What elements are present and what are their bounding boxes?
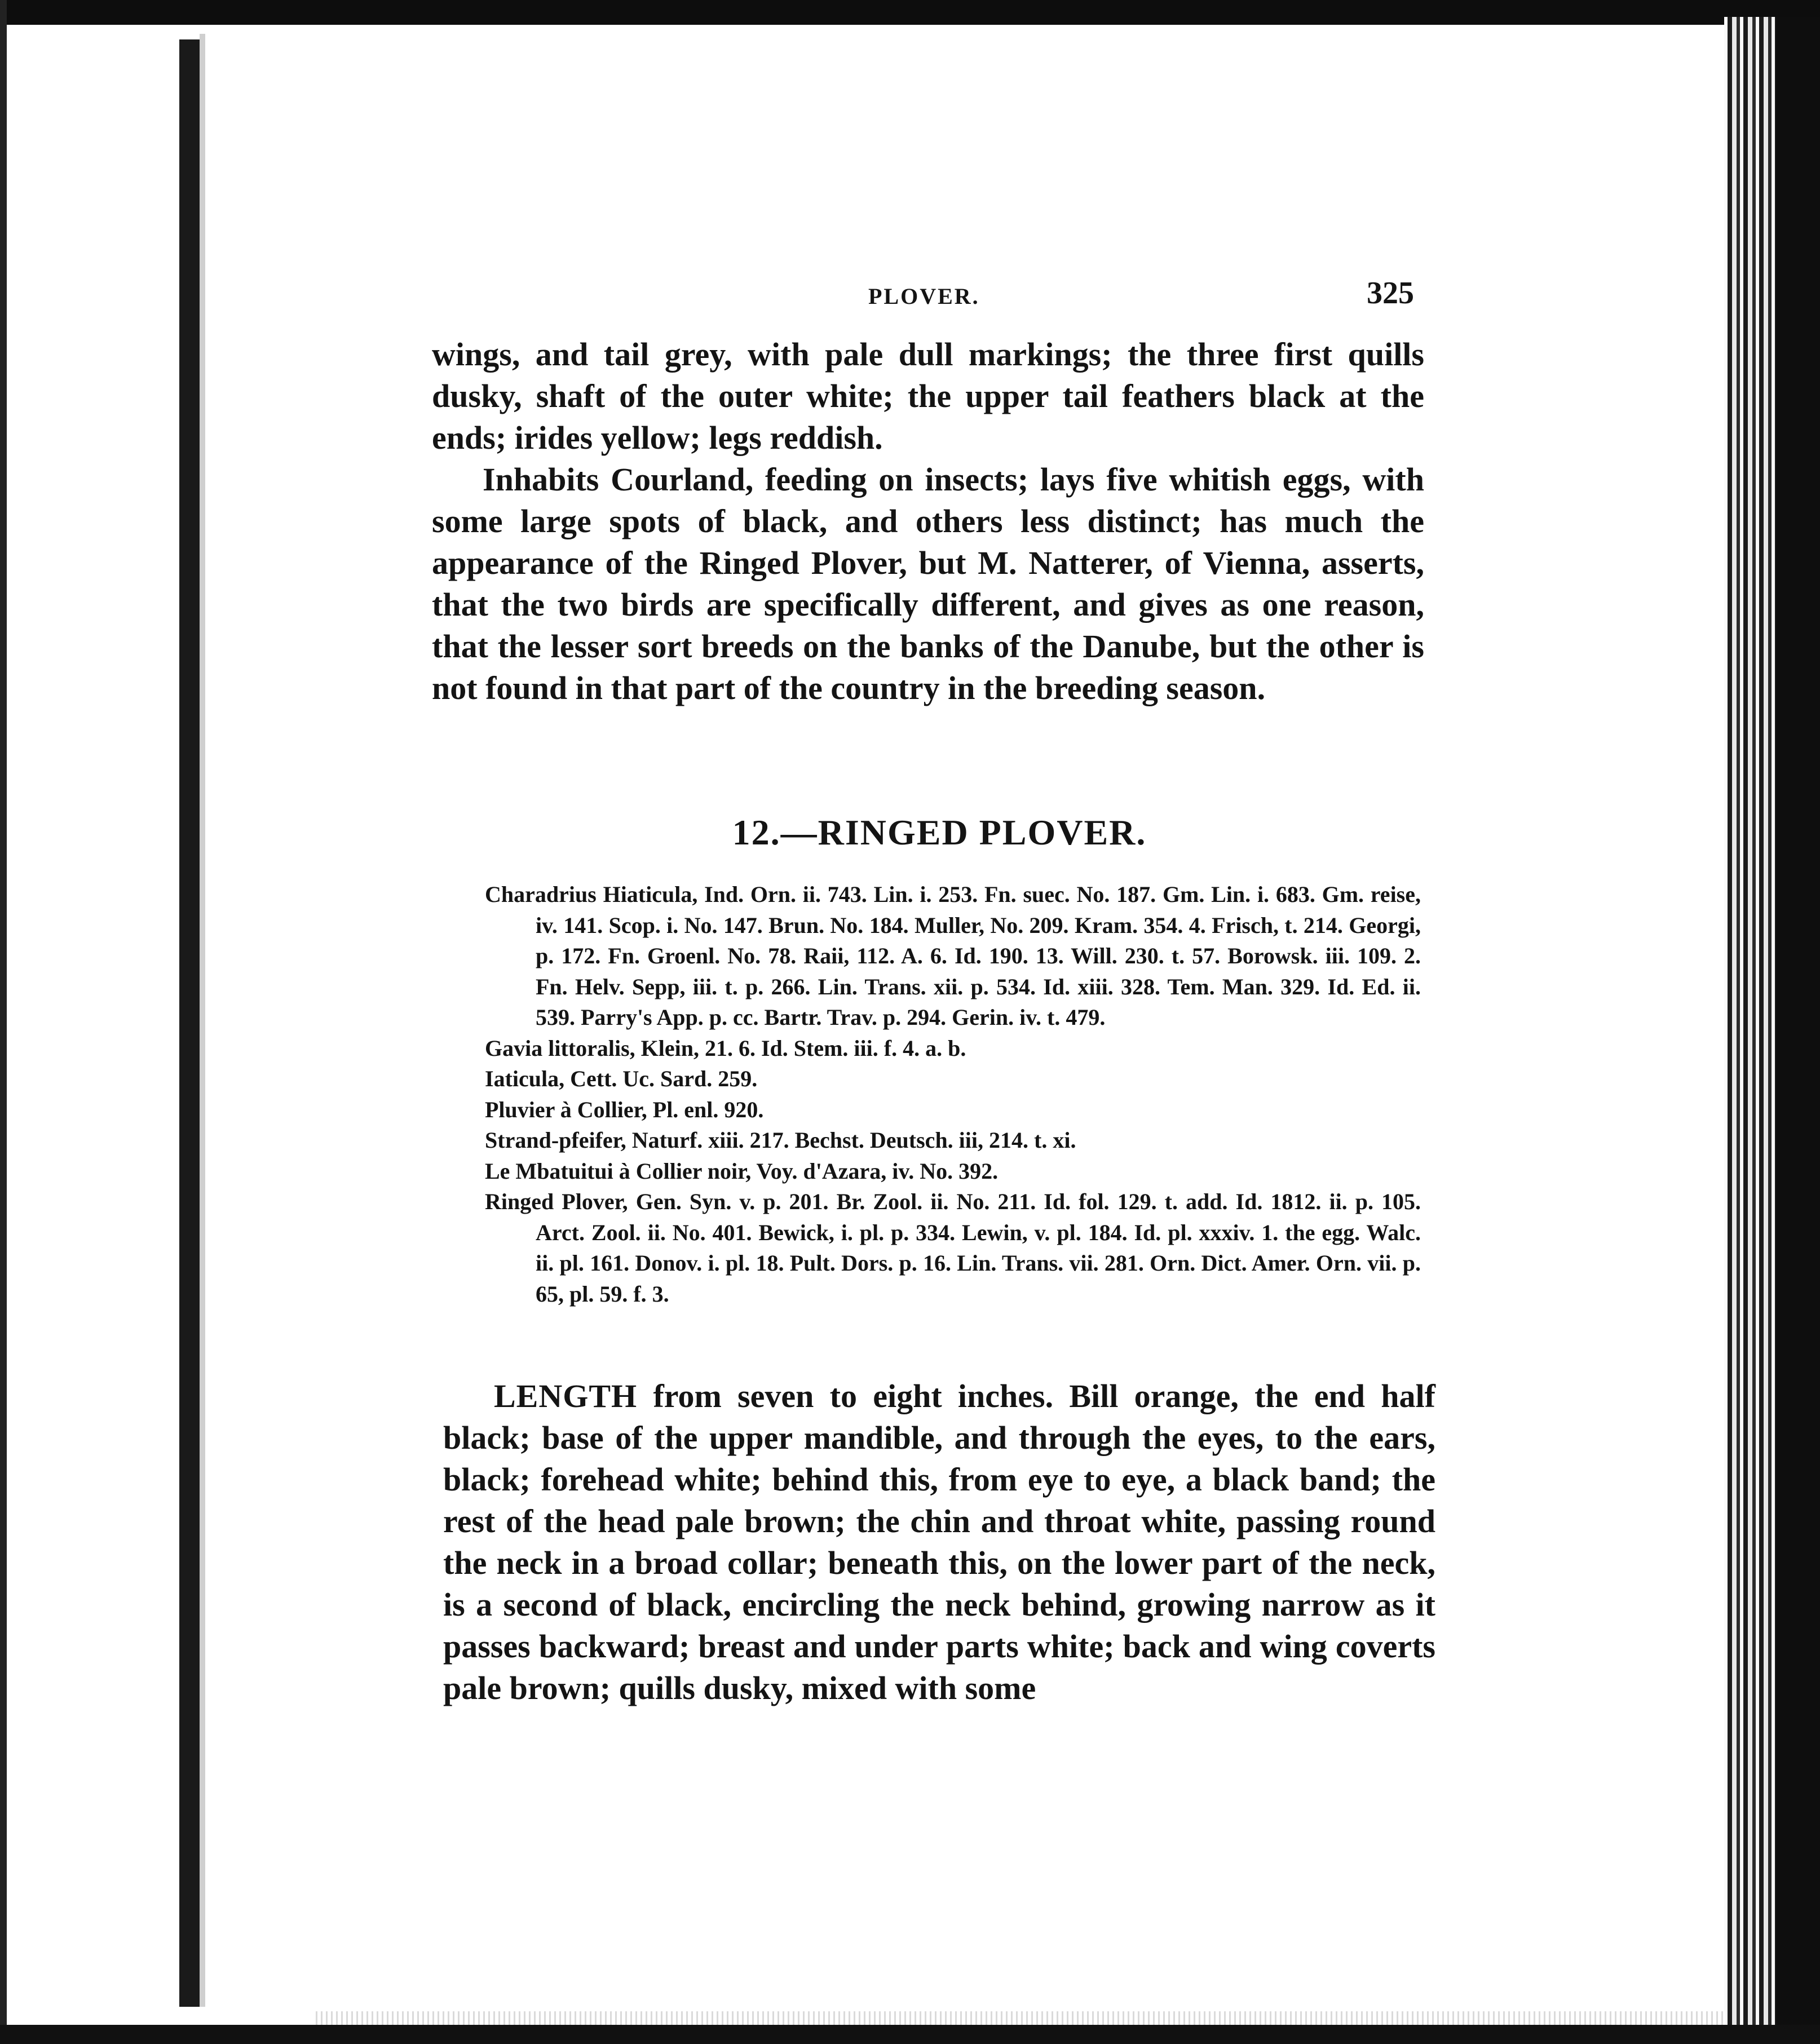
synonymy-entry: Gavia littoralis, Klein, 21. 6. Id. Stem. iii. f. 4. a. b. (485, 1035, 966, 1061)
synonymy-entry: Pluvier à Collier, Pl. enl. 920. (485, 1096, 764, 1122)
gutter-shadow (200, 34, 205, 2007)
synonymy-entry: Le Mbatuitui à Collier noir, Voy. d'Azara, iv. No. 392. (485, 1158, 999, 1184)
synonymy-entry: Strand-pfeifer, Naturf. xiii. 217. Bechst. Deutsch. iii, 214. t. xi. (485, 1127, 1076, 1153)
scan-border-top (0, 0, 1820, 25)
synonymy-entry: Ringed Plover, Gen. Syn. v. p. 201. Br. Zool. ii. No. 211. Id. fol. 129. t. add. Id. 1812. ii. p. 105. Arct. Zool. ii. No. 401. Bewick, i. pl. p. 334. Lewin, v. pl. 184. Id. pl. xxxiv. 1. the egg. Walc. ii. pl. 161. Donov. i. pl. 18. Pult. Dors. p. 16. Lin. Trans. vii. 281. Orn. Dict. Amer. Orn. vii. p. 65, pl. 59. f. 3. (485, 1189, 1421, 1307)
description-paragraph (443, 1375, 1435, 1709)
lead-word: LENGTH (494, 1378, 638, 1414)
scan-border-right (1776, 17, 1820, 2029)
synonymy-entry: Charadrius Hiaticula, Ind. Orn. ii. 743. Lin. i. 253. Fn. suec. No. 187. Gm. Lin. i. 683. Gm. reise, iv. 141. Scop. i. No. 147. Brun. No. 184. Muller, No. 209. Kram. 354. 4. Frisch, t. 214. Georgi, p. 172. Fn. Groenl. No. 78. Raii, 112. A. 6. Id. 190. 13. Will. 230. t. 57. Borowsk. iii. 109. 2. Fn. Helv. Sepp, iii. t. p. 266. Lin. Trans. xii. p. 534. Id. xiii. 328. Tem. Man. 329. Id. Ed. ii. 539. Parry's App. p. cc. Bartr. Trav. p. 294. Gerin. iv. t. 479. (485, 882, 1421, 1030)
paragraph: Inhabits Courland, feeding on insects; lays five whitish eggs, with some large spots of black, and others less distinct; has much the appearance of the Ringed Plover, but M. Natterer, of Vienna, asserts, that the two birds are specifically different, and gives as one reason, that the lesser sort breeds on the banks of the Danube, but the other is not found in that part of the country in the breeding season. (432, 461, 1424, 706)
paragraph: wings, and tail grey, with pale dull markings; the three first quills dusky, shaft of the outer white; the upper tail feathers black at the ends; irides yellow; legs reddish. (432, 336, 1424, 456)
continued-text (432, 334, 1424, 709)
species-description (443, 1375, 1435, 1709)
page-number: 325 (1367, 276, 1414, 311)
species-heading: 12.—RINGED PLOVER. (732, 812, 1147, 852)
scan-border-bottom (0, 2025, 1820, 2044)
synonymy-entry: Iaticula, Cett. Uc. Sard. 259. (485, 1066, 758, 1091)
description-text: from seven to eight inches. Bill orange, the end half black; base of the upper mandible, and through the eyes, to the ears, black; forehead white; behind this, from eye to eye, a black band; the rest of the head pale brown; the chin and throat white, passing round the neck in a broad collar; beneath this, on the lower part of the neck, is a second of black, encircling the neck behind, growing narrow as it passes backward; breast and under parts white; back and wing coverts pale brown; quills dusky, mixed with some (443, 1378, 1435, 1706)
running-head: PLOVER. (868, 284, 980, 309)
facing-page-edge (179, 39, 200, 2007)
scan-border-left (0, 0, 7, 2044)
page-bottom-edge (316, 2011, 1725, 2025)
synonymy-list (485, 879, 1421, 1309)
